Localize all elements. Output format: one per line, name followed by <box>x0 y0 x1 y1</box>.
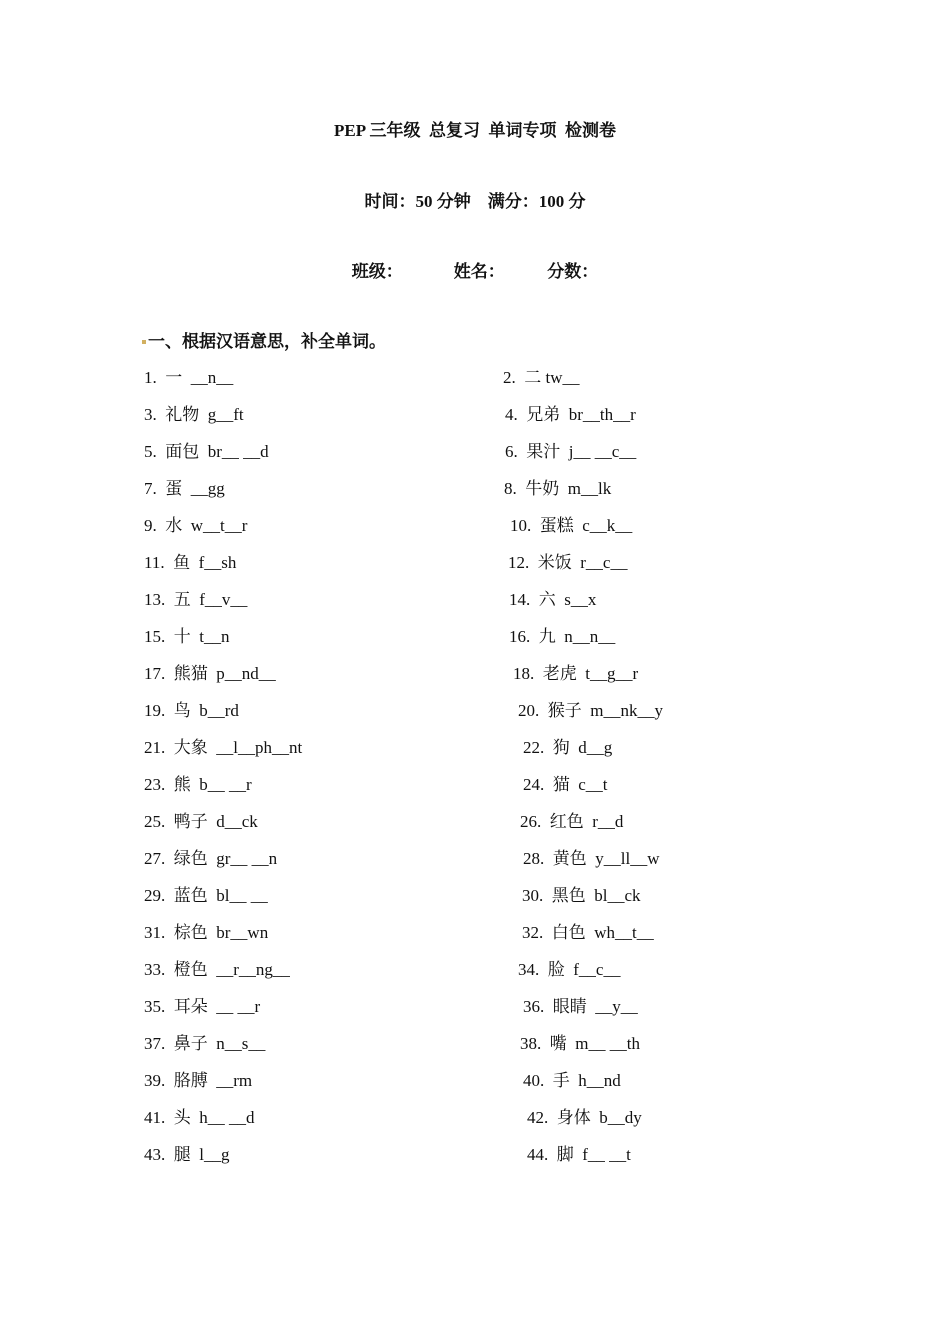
vocab-item-32: 32. 白色 wh__t__ <box>522 923 654 942</box>
vocab-item-35: 35. 耳朵 __ __r <box>144 997 261 1016</box>
vocab-item-20: 20. 猴子 m__nk__y <box>518 701 663 720</box>
vocab-item-39: 39. 胳膊 __rm <box>144 1071 253 1090</box>
vocab-item-17: 17. 熊猫 p__nd__ <box>144 664 276 683</box>
bullet-marker <box>142 340 146 344</box>
student-info-line: 班级： 姓名： 分数： <box>351 262 599 281</box>
vocab-item-18: 18. 老虎 t__g__r <box>513 664 639 683</box>
vocab-item-29: 29. 蓝色 bl__ __ <box>144 886 268 905</box>
vocab-item-14: 14. 六 s__x <box>509 590 597 609</box>
vocab-item-5: 5. 面包 br__ __d <box>144 442 269 461</box>
page-title: PEP 三年级 总复习 单词专项 检测卷 <box>334 121 616 140</box>
vocab-item-4: 4. 兄弟 br__th__r <box>505 405 636 424</box>
vocab-item-8: 8. 牛奶 m__lk <box>504 479 612 498</box>
vocab-item-2: 2. 二 tw__ <box>503 368 580 387</box>
vocab-item-23: 23. 熊 b__ __r <box>144 775 252 794</box>
vocab-item-24: 24. 猫 c__t <box>523 775 608 794</box>
vocab-item-44: 44. 脚 f__ __t <box>527 1145 631 1164</box>
vocab-item-3: 3. 礼物 g__ft <box>144 405 244 424</box>
vocab-item-22: 22. 狗 d__g <box>523 738 613 757</box>
vocab-item-21: 21. 大象 __l__ph__nt <box>144 738 303 757</box>
vocab-item-38: 38. 嘴 m__ __th <box>520 1034 640 1053</box>
vocab-item-34: 34. 脸 f__c__ <box>518 960 621 979</box>
vocab-item-11: 11. 鱼 f__sh <box>144 553 237 572</box>
vocab-item-15: 15. 十 t__n <box>144 627 230 646</box>
vocab-item-41: 41. 头 h__ __d <box>144 1108 255 1127</box>
section-heading-text: 一、根据汉语意思，补全单词。 <box>148 332 386 351</box>
exam-time-info: 时间：50 分钟 满分：100 分 <box>364 192 586 211</box>
vocab-item-6: 6. 果汁 j__ __c__ <box>505 442 637 461</box>
vocab-item-33: 33. 橙色 __r__ng__ <box>144 960 290 979</box>
vocab-item-30: 30. 黑色 bl__ck <box>522 886 641 905</box>
vocab-item-19: 19. 鸟 b__rd <box>144 701 239 720</box>
vocab-item-9: 9. 水 w__t__r <box>144 516 248 535</box>
vocab-item-12: 12. 米饭 r__c__ <box>508 553 628 572</box>
vocab-item-37: 37. 鼻子 n__s__ <box>144 1034 266 1053</box>
vocab-item-26: 26. 红色 r__d <box>520 812 624 831</box>
vocab-item-31: 31. 棕色 br__wn <box>144 923 269 942</box>
vocab-item-27: 27. 绿色 gr__ __n <box>144 849 278 868</box>
vocab-item-16: 16. 九 n__n__ <box>509 627 616 646</box>
vocab-item-10: 10. 蛋糕 c__k__ <box>510 516 633 535</box>
vocab-item-25: 25. 鸭子 d__ck <box>144 812 258 831</box>
vocab-item-7: 7. 蛋 __gg <box>144 479 225 498</box>
vocab-item-28: 28. 黄色 y__ll__w <box>523 849 660 868</box>
vocab-item-1: 1. 一 __n__ <box>144 368 234 387</box>
vocab-item-40: 40. 手 h__nd <box>523 1071 621 1090</box>
vocab-item-36: 36. 眼睛 __y__ <box>523 997 638 1016</box>
section-heading <box>148 327 386 352</box>
vocab-item-43: 43. 腿 l__g <box>144 1145 230 1164</box>
vocab-item-42: 42. 身体 b__dy <box>527 1108 642 1127</box>
vocab-item-13: 13. 五 f__v__ <box>144 590 248 609</box>
